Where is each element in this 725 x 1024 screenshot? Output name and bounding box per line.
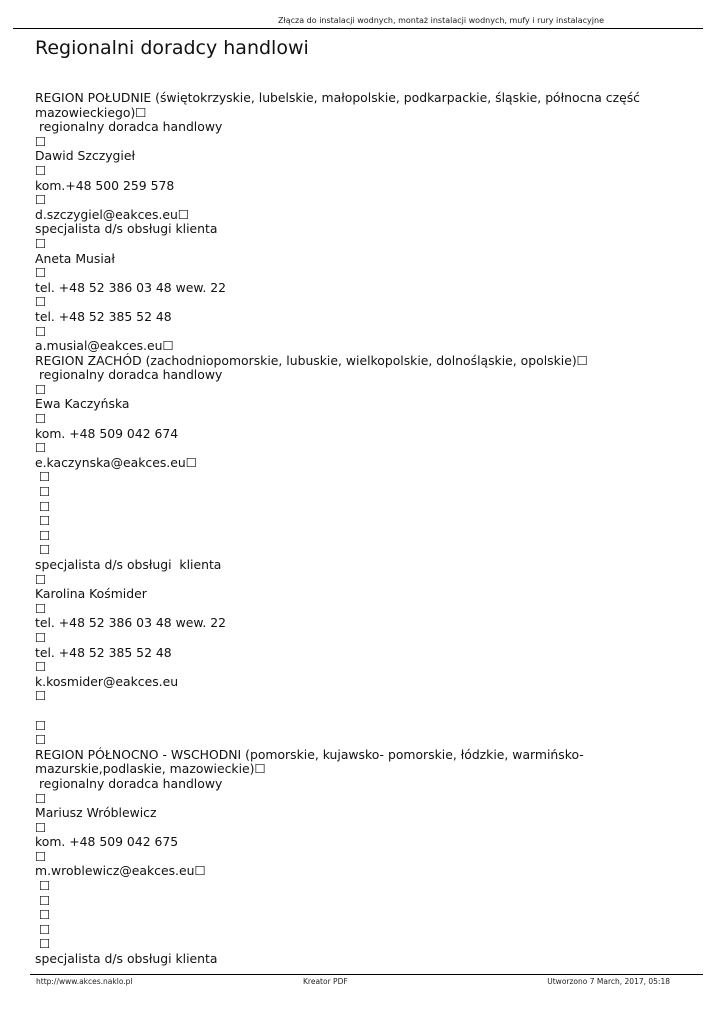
contact-phone: kom. +48 509 042 674 (35, 425, 179, 441)
footer-divider (30, 974, 703, 975)
placeholder-box: ☐ (35, 440, 47, 456)
region-north-east-heading: REGION PÓŁNOCNO - WSCHODNI (pomorskie, kujawsko- pomorskie, łódzkie, warmińsko-mazurskie,podlaskie, mazowieckie)☐ (35, 746, 584, 777)
placeholder-box: ☐ (35, 732, 47, 748)
placeholder-box: ☐ (35, 162, 47, 178)
placeholder-box: ☐ (35, 469, 51, 485)
contact-name: Karolina Kośmider (35, 586, 147, 602)
placeholder-box: ☐ (35, 659, 47, 675)
contact-name: Mariusz Wróblewicz (35, 805, 157, 821)
contact-email: k.kosmider@eakces.eu (35, 673, 179, 689)
placeholder-box: ☐ (35, 688, 47, 704)
placeholder-box: ☐ (35, 542, 51, 558)
placeholder-box: ☐ (35, 907, 51, 923)
placeholder-box: ☐ (35, 381, 47, 397)
text-line: specjalista d/s obsługi klienta (35, 951, 218, 967)
placeholder-box: ☐ (35, 878, 51, 894)
contact-email: e.kaczynska@eakces.eu☐ (35, 454, 197, 470)
contact-phone: tel. +48 52 385 52 48 (35, 308, 172, 324)
placeholder-box: ☐ (35, 848, 47, 864)
contact-name: Aneta Musiał (35, 250, 115, 266)
text-line: regionalny doradca handlowy (35, 367, 223, 383)
document-body (35, 91, 675, 967)
placeholder-box: ☐ (35, 921, 51, 937)
placeholder-box: ☐ (35, 484, 51, 500)
text-line: regionalny doradca handlowy (35, 775, 223, 791)
header-divider (13, 28, 703, 29)
text-line: regionalny doradca handlowy (35, 119, 223, 135)
contact-name: Ewa Kaczyńska (35, 396, 130, 412)
blank-line (35, 704, 675, 719)
contact-email: a.musial@eakces.eu☐ (35, 338, 174, 354)
placeholder-box: ☐ (35, 819, 47, 835)
placeholder-box: ☐ (35, 235, 47, 251)
region-west-heading: REGION ZACHÓD (zachodniopomorskie, lubuskie, wielkopolskie, dolnośląskie, opolskie)☐ (35, 352, 588, 368)
contact-email: m.wroblewicz@eakces.eu☐ (35, 863, 206, 879)
placeholder-box: ☐ (35, 323, 47, 339)
page-title: Regionalni doradcy handlowi (35, 37, 309, 59)
placeholder-box: ☐ (35, 411, 47, 427)
placeholder-box: ☐ (35, 527, 51, 543)
placeholder-box: ☐ (35, 498, 51, 514)
placeholder-box: ☐ (35, 192, 47, 208)
text-line: specjalista d/s obsługi klienta (35, 557, 222, 572)
contact-name: Dawid Szczygieł (35, 148, 135, 164)
placeholder-box: ☐ (35, 133, 47, 149)
contact-phone: tel. +48 52 386 03 48 wew. 22 (35, 279, 226, 295)
text-line: specjalista d/s obsługi klienta (35, 221, 218, 237)
footer-generator: Kreator PDF (303, 977, 348, 986)
placeholder-box: ☐ (35, 717, 47, 733)
placeholder-box: ☐ (35, 600, 47, 616)
footer-created-date: Utworzono 7 March, 2017, 05:18 (547, 977, 670, 986)
page-header-text: Złącza do instalacji wodnych, montaż instalacji wodnych, mufy i rury instalacyjne (277, 16, 604, 25)
contact-email: d.szczygiel@eakces.eu☐ (35, 206, 189, 222)
placeholder-box: ☐ (35, 936, 51, 952)
contact-phone: tel. +48 52 385 52 48 (35, 644, 172, 660)
footer-url[interactable]: http://www.akces.naklo.pl (36, 977, 133, 986)
contact-phone: tel. +48 52 386 03 48 wew. 22 (35, 615, 226, 631)
placeholder-box: ☐ (35, 892, 51, 908)
placeholder-box: ☐ (35, 571, 47, 587)
contact-phone: kom. +48 509 042 675 (35, 834, 179, 850)
contact-phone: kom.+48 500 259 578 (35, 177, 175, 193)
region-south-heading: REGION POŁUDNIE (świętokrzyskie, lubelskie, małopolskie, podkarpackie, śląskie, północna część mazowieckiego)☐ (35, 90, 644, 120)
placeholder-box: ☐ (35, 629, 47, 645)
placeholder-box: ☐ (35, 294, 47, 310)
placeholder-box: ☐ (35, 790, 47, 806)
placeholder-box: ☐ (35, 265, 47, 281)
placeholder-box: ☐ (35, 513, 51, 529)
